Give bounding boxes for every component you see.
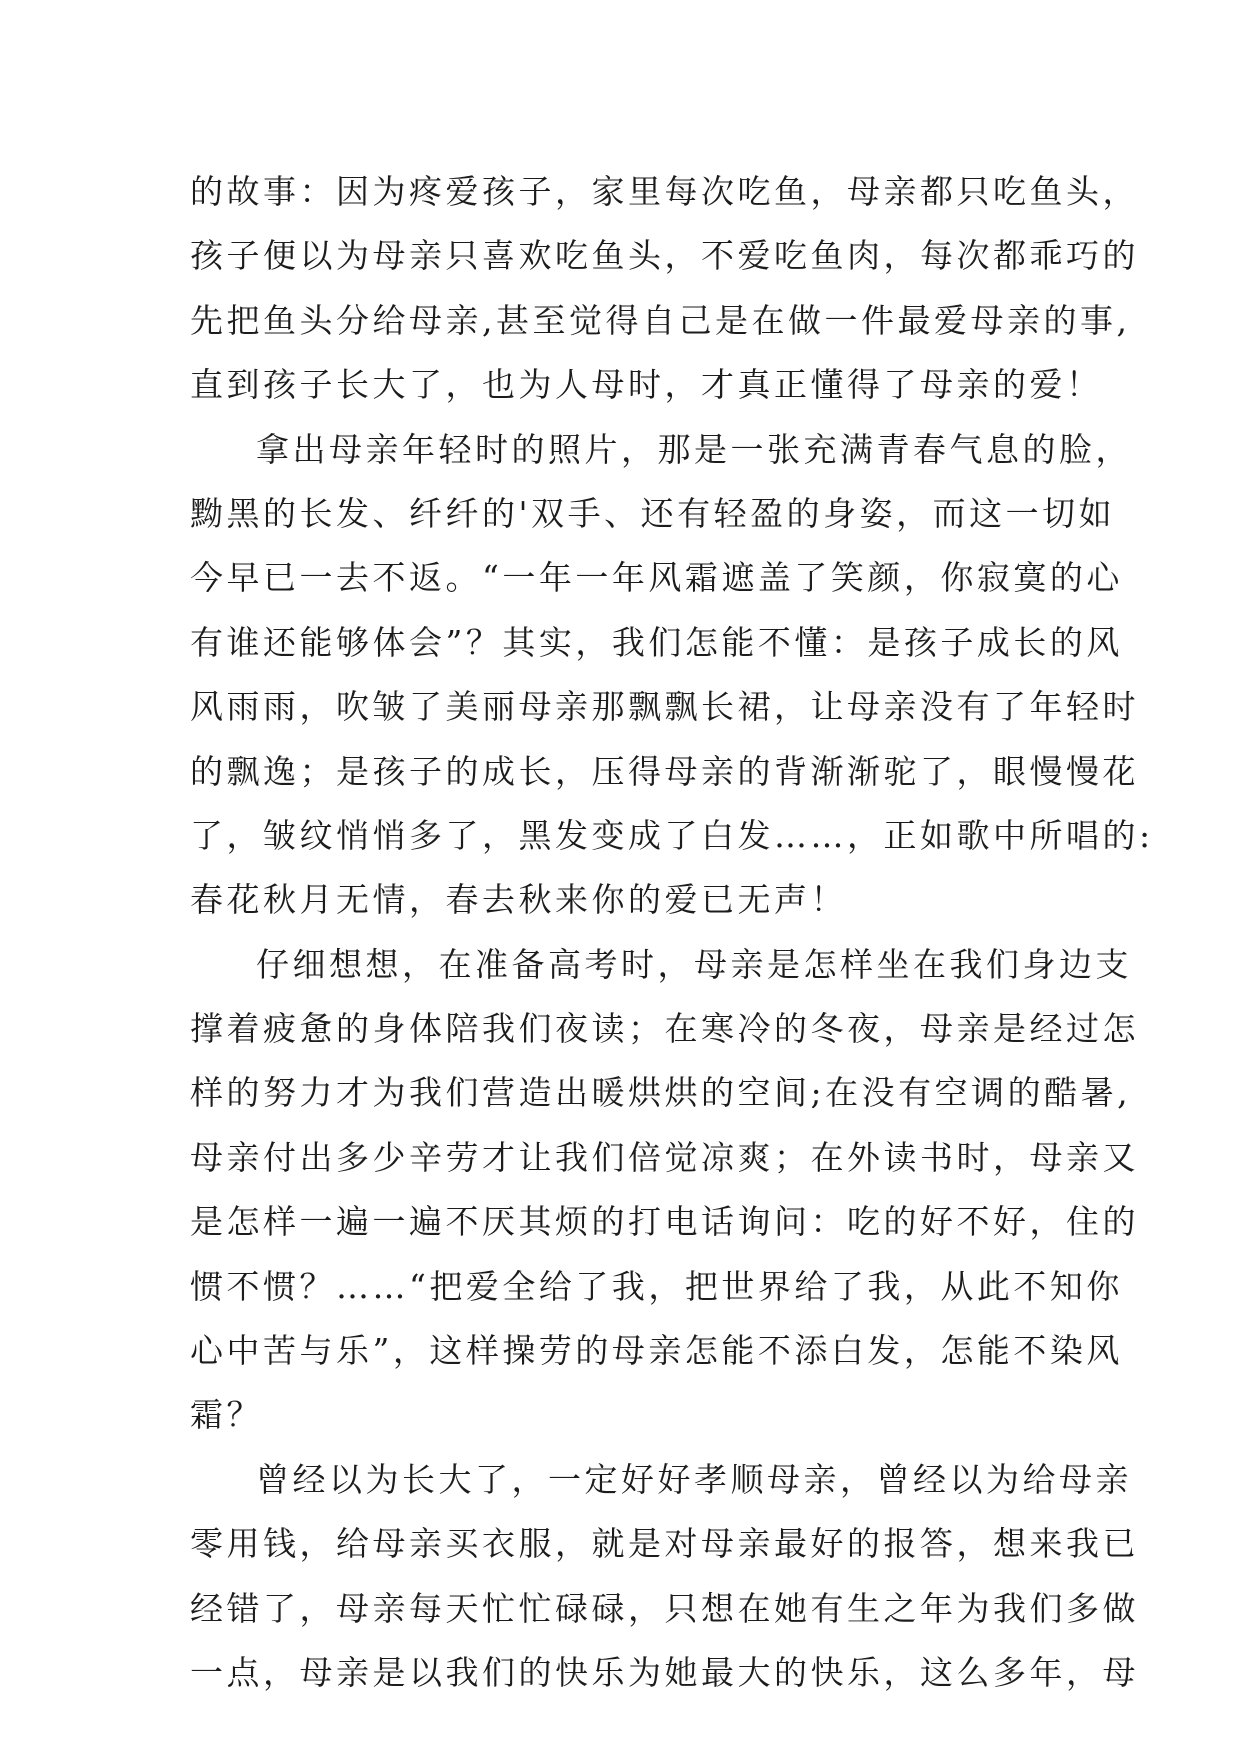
text-line: 霜？ [190, 1395, 263, 1435]
text-line: 一点，母亲是以我们的快乐为她最大的快乐，这么多年，母 [190, 1652, 1139, 1692]
text-line: 仔细想想，在准备高考时，母亲是怎样坐在我们身边支 [256, 944, 1132, 984]
text-line: 今早已一去不返。“一年一年风霜遮盖了笑颜，你寂寞的心 [190, 558, 1123, 598]
text-line: 有谁还能够体会”？其实，我们怎能不懂：是孩子成长的风 [190, 622, 1123, 662]
text-line: 黝黑的长发、纤纤的'双手、还有轻盈的身姿，而这一切如 [190, 493, 1116, 533]
text-line: 拿出母亲年轻时的照片，那是一张充满青春气息的脸， [256, 429, 1132, 469]
text-line: 惯不惯？……“把爱全给了我，把世界给了我，从此不知你 [190, 1266, 1123, 1306]
text-line: 春花秋月无情，春去秋来你的爱已无声！ [190, 880, 847, 920]
text-line: 风雨雨，吹皱了美丽母亲那飘飘长裙，让母亲没有了年轻时 [190, 687, 1139, 727]
paragraph-3 [190, 933, 1139, 1448]
text-line: 了，皱纹悄悄多了，黑发变成了白发……，正如歌中所唱的: [190, 815, 1154, 855]
text-line: 曾经以为长大了，一定好好孝顺母亲，曾经以为给母亲 [256, 1459, 1132, 1499]
text-line: 的故事：因为疼爱孩子，家里每次吃鱼，母亲都只吃鱼头， [190, 172, 1139, 211]
text-line: 母亲付出多少辛劳才让我们倍觉凉爽；在外读书时，母亲又 [190, 1137, 1139, 1177]
text-line: 孩子便以为母亲只喜欢吃鱼头，不爱吃鱼肉，每次都乖巧的 [190, 236, 1139, 276]
text-line: 撑着疲惫的身体陪我们夜读；在寒冷的冬夜，母亲是经过怎 [190, 1009, 1139, 1049]
text-line: 的飘逸；是孩子的成长，压得母亲的背渐渐驼了，眼慢慢花 [190, 751, 1139, 791]
paragraph-2 [190, 418, 1154, 933]
paragraph-1 [190, 160, 1139, 418]
text-line: 直到孩子长大了，也为人母时，才真正懂得了母亲的爱！ [190, 365, 1103, 405]
document-page [190, 160, 1154, 1705]
text-line: 经错了，母亲每天忙忙碌碌，只想在她有生之年为我们多做 [190, 1588, 1139, 1628]
text-line: 心中苦与乐”，这样操劳的母亲怎能不添白发，怎能不染风 [190, 1331, 1123, 1371]
paragraph-4 [190, 1448, 1139, 1706]
text-line: 零用钱，给母亲买衣服，就是对母亲最好的报答，想来我已 [190, 1524, 1139, 1564]
text-line: 是怎样一遍一遍不厌其烦的打电话询问：吃的好不好，住的 [190, 1202, 1139, 1242]
text-line: 样的努力才为我们营造出暖烘烘的空间;在没有空调的酷暑, [190, 1073, 1132, 1113]
text-line: 先把鱼头分给母亲,甚至觉得自己是在做一件最爱母亲的事, [190, 300, 1131, 340]
